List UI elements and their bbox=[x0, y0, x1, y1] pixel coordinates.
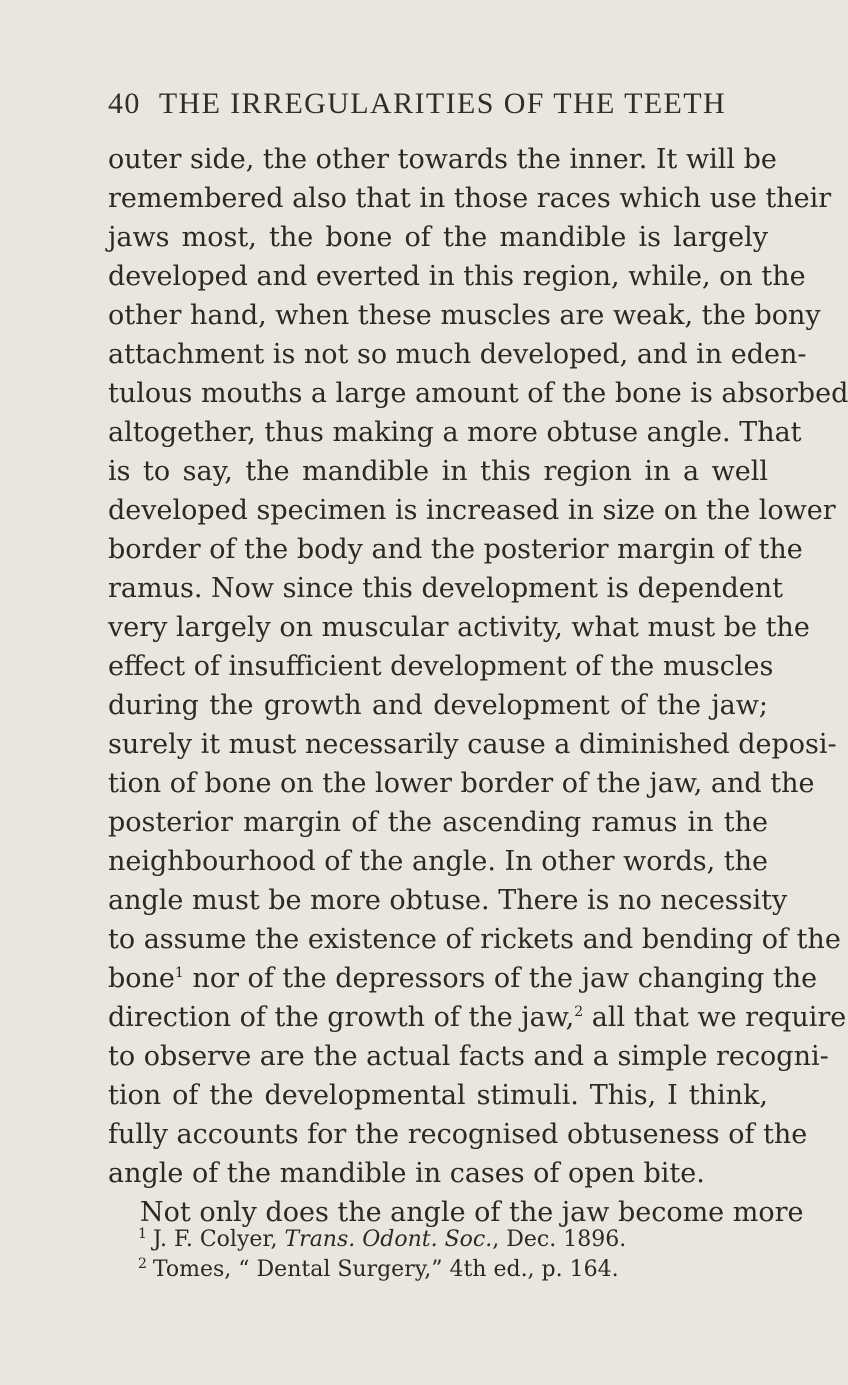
text-line: tulous mouths a large amount of the bone is absorbed bbox=[108, 378, 848, 409]
text-line: ramus. Now since this development is dependent bbox=[108, 573, 784, 604]
text-line: is to say, the mandible in this region in a well bbox=[108, 456, 768, 487]
text-line: effect of insufficient development of the muscles bbox=[108, 651, 774, 682]
text-fragment: nor of the depressors of the jaw changing the bbox=[183, 963, 818, 994]
text-fragment: bone bbox=[108, 963, 175, 994]
footnote-text: , Dec. 1896. bbox=[492, 1227, 627, 1252]
text-line: remembered also that in those races which use their bbox=[108, 183, 832, 214]
footnote-2 bbox=[108, 1255, 768, 1285]
footnote-1 bbox=[108, 1225, 768, 1255]
text-line: during the growth and development of the jaw; bbox=[108, 690, 768, 721]
text-fragment: direction of the growth of the jaw, bbox=[108, 1002, 575, 1033]
text-line: altogether, thus making a more obtuse angle. That bbox=[108, 417, 802, 448]
footnote-text: Tomes, “ Dental Surgery,” 4th ed., p. 164. bbox=[152, 1257, 619, 1282]
text-line: outer side, the other towards the inner. It will be bbox=[108, 144, 777, 175]
text-line: angle must be more obtuse. There is no necessity bbox=[108, 885, 788, 916]
footnote-journal-title: Trans. Odont. Soc. bbox=[284, 1227, 493, 1252]
text-line: attachment is not so much developed, and in eden- bbox=[108, 339, 807, 370]
text-line: jaws most, the bone of the mandible is largely bbox=[108, 222, 768, 253]
footnote-reference: 1 bbox=[174, 965, 184, 981]
text-line: developed and everted in this region, while, on the bbox=[108, 261, 806, 292]
text-fragment: all that we require bbox=[583, 1002, 847, 1033]
text-line: angle of the mandible in cases of open bite. bbox=[108, 1158, 705, 1189]
text-line: other hand, when these muscles are weak, the bony bbox=[108, 300, 821, 331]
body-paragraphs bbox=[108, 140, 848, 1232]
footnote-marker: 1 bbox=[138, 1225, 147, 1242]
text-line: very largely on muscular activity, what must be the bbox=[108, 612, 810, 643]
text-line: border of the body and the posterior margin of the bbox=[108, 534, 803, 565]
footnote-text: J. F. Colyer, bbox=[152, 1227, 285, 1252]
text-line: tion of the developmental stimuli. This, I think, bbox=[108, 1080, 768, 1111]
text-line: surely it must necessarily cause a diminished deposi- bbox=[108, 729, 837, 760]
page-number: 40 bbox=[108, 87, 141, 120]
footnote-reference: 2 bbox=[574, 1004, 584, 1020]
running-title: THE IRREGULARITIES OF THE TEETH bbox=[158, 87, 727, 120]
footnote-marker: 2 bbox=[138, 1255, 147, 1272]
text-line: to observe are the actual facts and a simple recogni- bbox=[108, 1041, 829, 1072]
text-line: to assume the existence of rickets and bending of the bbox=[108, 924, 841, 955]
running-head bbox=[108, 87, 748, 127]
text-line bbox=[108, 959, 818, 998]
text-line: fully accounts for the recognised obtuseness of the bbox=[108, 1119, 808, 1150]
text-line: tion of bone on the lower border of the jaw, and the bbox=[108, 768, 815, 799]
text-line: Not only does the angle of the jaw become more bbox=[140, 1197, 804, 1228]
footnotes bbox=[108, 1225, 768, 1285]
text-line bbox=[108, 998, 847, 1037]
text-line: neighbourhood of the angle. In other words, the bbox=[108, 846, 768, 877]
text-line: developed specimen is increased in size on the lower bbox=[108, 495, 836, 526]
text-line: posterior margin of the ascending ramus in the bbox=[108, 807, 768, 838]
